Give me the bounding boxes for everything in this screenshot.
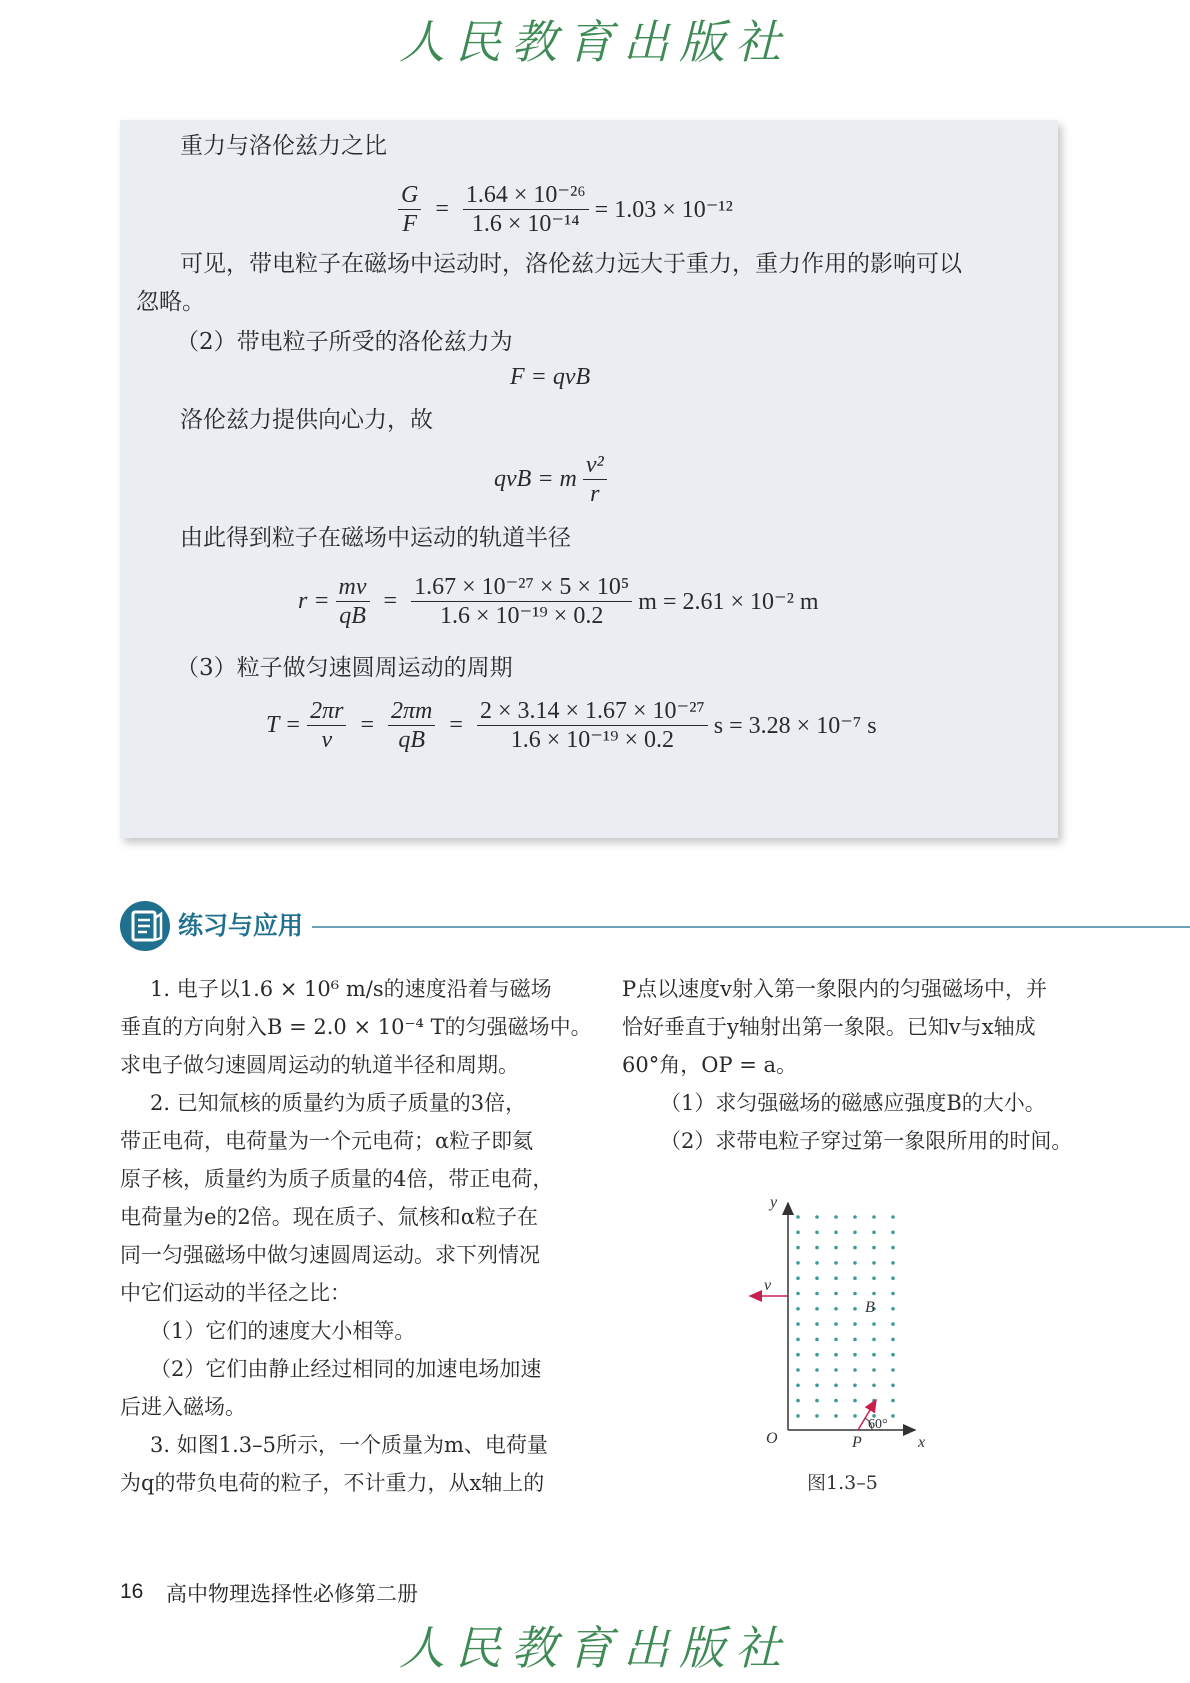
field-dot bbox=[853, 1292, 857, 1296]
field-dot bbox=[834, 1276, 838, 1280]
field-dot bbox=[891, 1414, 895, 1418]
field-dot bbox=[796, 1414, 800, 1418]
field-dot bbox=[872, 1276, 876, 1280]
fraction-radius-value: $\frac{\text{1.67 × 10⁻²⁷ × 5 × 10⁵}}{\text{1.6 × 10⁻¹⁹ × 0.2}}$ bbox=[411, 574, 632, 629]
field-dot bbox=[796, 1338, 800, 1342]
field-dot bbox=[834, 1246, 838, 1250]
field-dot bbox=[815, 1414, 819, 1418]
exercise-left-line-9: 中它们运动的半径之比： bbox=[120, 1281, 351, 1305]
page-number: 16 bbox=[120, 1580, 144, 1603]
exercise-left-line-4: 2. 已知氚核的质量约为质子质量的3倍， bbox=[150, 1091, 527, 1115]
angle-label: 60° bbox=[868, 1417, 888, 1432]
figure-caption: 图1.3–5 bbox=[807, 1472, 878, 1494]
field-dot bbox=[815, 1368, 819, 1372]
field-dot bbox=[815, 1246, 819, 1250]
field-dot bbox=[872, 1292, 876, 1296]
publisher-logo-top: 人民教育出版社 bbox=[399, 15, 791, 69]
example-part-3: （3）粒子做匀速圆周运动的周期 bbox=[176, 655, 513, 681]
field-dot bbox=[815, 1353, 819, 1357]
field-dot bbox=[891, 1292, 895, 1296]
field-dot bbox=[891, 1231, 895, 1235]
radius-result: m = 2.61 × 10⁻² m bbox=[638, 589, 819, 615]
field-dot bbox=[891, 1276, 895, 1280]
field-dot bbox=[815, 1322, 819, 1326]
x-axis-label: x bbox=[918, 1434, 926, 1450]
fraction-period-value: $\frac{\text{2 × 3.14 × 1.67 × 10⁻²⁷}}{\text{1.6 × 10⁻¹⁹ × 0.2}}$ bbox=[477, 698, 708, 753]
exercise-left-line-12: 后进入磁场。 bbox=[120, 1395, 246, 1419]
field-dot bbox=[815, 1338, 819, 1342]
field-dot bbox=[891, 1322, 895, 1326]
field-dot bbox=[834, 1338, 838, 1342]
fraction-g-over-f: $\frac{G}{F}$ bbox=[398, 182, 421, 237]
field-dot bbox=[796, 1353, 800, 1357]
field-dot bbox=[891, 1307, 895, 1311]
field-dot bbox=[834, 1307, 838, 1311]
exercise-left-line-13: 3. 如图1.3–5所示，一个质量为m、电荷量 bbox=[150, 1433, 548, 1457]
field-dot bbox=[834, 1215, 838, 1219]
exercise-left-line-7: 电荷量为e的2倍。现在质子、氚核和α粒子在 bbox=[120, 1205, 538, 1229]
y-axis-label: y bbox=[770, 1195, 778, 1211]
field-dot bbox=[891, 1215, 895, 1219]
field-dot bbox=[796, 1292, 800, 1296]
exercise-right-line-4: （1）求匀强磁场的磁感应强度B的大小。 bbox=[660, 1091, 1046, 1115]
field-dot bbox=[853, 1246, 857, 1250]
field-dot bbox=[891, 1399, 895, 1403]
fraction-2pim-over-qb: $\frac{2\pi m}{qB}$ bbox=[388, 698, 435, 753]
field-dot bbox=[796, 1307, 800, 1311]
field-dot bbox=[853, 1368, 857, 1372]
exercise-section-icon bbox=[119, 900, 171, 952]
field-dot bbox=[815, 1307, 819, 1311]
field-dot bbox=[891, 1261, 895, 1265]
field-dot bbox=[834, 1353, 838, 1357]
field-dot bbox=[853, 1261, 857, 1265]
field-dot bbox=[834, 1261, 838, 1265]
field-dot bbox=[796, 1368, 800, 1372]
fraction-v2-over-r: $\frac{\text{v²}}{r}$ bbox=[583, 452, 607, 507]
velocity-label: v bbox=[764, 1277, 772, 1294]
fraction-mv-over-qb: $\frac{mv}{qB}$ bbox=[336, 574, 370, 629]
book-title: 高中物理选择性必修第二册 bbox=[166, 1582, 418, 1606]
exercise-left-line-3: 求电子做匀速圆周运动的轨道半径和周期。 bbox=[120, 1053, 519, 1077]
exercise-left-line-8: 同一匀强磁场中做匀速圆周运动。求下列情况 bbox=[120, 1243, 540, 1267]
field-dot bbox=[872, 1384, 876, 1388]
field-dot bbox=[891, 1246, 895, 1250]
field-dot bbox=[853, 1215, 857, 1219]
field-dot bbox=[872, 1322, 876, 1326]
exercise-left-line-6: 原子核，质量约为质子质量的4倍，带正电荷， bbox=[120, 1167, 554, 1191]
exercise-left-line-1: 1. 电子以1.6 × 10⁶ m/s的速度沿着与磁场 bbox=[150, 977, 552, 1001]
field-dot bbox=[815, 1261, 819, 1265]
field-dot bbox=[853, 1399, 857, 1403]
field-dot bbox=[834, 1399, 838, 1403]
field-dot bbox=[834, 1231, 838, 1235]
field-dot bbox=[891, 1368, 895, 1372]
field-dot bbox=[834, 1368, 838, 1372]
example-line-1: 重力与洛伦兹力之比 bbox=[180, 133, 387, 159]
exercise-right-line-5: （2）求带电粒子穿过第一象限所用的时间。 bbox=[660, 1129, 1073, 1153]
field-dot bbox=[872, 1338, 876, 1342]
field-dot bbox=[796, 1276, 800, 1280]
field-dot bbox=[891, 1353, 895, 1357]
exercise-right-line-1: P点以速度v射入第一象限内的匀强磁场中，并 bbox=[622, 977, 1047, 1001]
field-dot bbox=[853, 1338, 857, 1342]
equation-radius: r = $\frac{mv}{qB}$ = $\frac{\text{1.67 × 10⁻²⁷ × 5 × 10⁵}}{\text{1.6 × 10⁻¹⁹ × 0.2}}$ m = 2.61 × 10⁻² m bbox=[298, 574, 819, 629]
field-dot bbox=[853, 1231, 857, 1235]
point-p-label: P bbox=[852, 1434, 862, 1450]
section-title: 练习与应用 bbox=[178, 911, 304, 940]
field-dot bbox=[853, 1384, 857, 1388]
field-dot bbox=[872, 1353, 876, 1357]
field-dot bbox=[834, 1384, 838, 1388]
equation-centripetal: qvB = m $\frac{\text{v²}}{r}$ bbox=[494, 452, 613, 507]
exercise-left-line-14: 为q的带负电荷的粒子，不计重力，从x轴上的 bbox=[120, 1471, 545, 1495]
example-part-2: （2）带电粒子所受的洛伦兹力为 bbox=[176, 329, 513, 355]
example-paragraph-1b: 忽略。 bbox=[136, 289, 205, 315]
field-b-label: B bbox=[865, 1299, 875, 1316]
section-divider bbox=[312, 926, 1190, 928]
field-dot bbox=[853, 1414, 857, 1418]
equation-lorentz-force: F = qvB bbox=[510, 364, 591, 390]
exercise-right-line-2: 恰好垂直于y轴射出第一象限。已知v与x轴成 bbox=[622, 1015, 1036, 1039]
field-dot bbox=[891, 1338, 895, 1342]
field-dot bbox=[796, 1215, 800, 1219]
fraction-2pir-over-v: $\frac{2\pi r}{v}$ bbox=[307, 698, 346, 753]
field-dot bbox=[796, 1246, 800, 1250]
field-dot bbox=[834, 1414, 838, 1418]
figure-magnetic-field-diagram bbox=[740, 1195, 960, 1450]
field-dot bbox=[853, 1307, 857, 1311]
field-dot bbox=[815, 1384, 819, 1388]
field-dot bbox=[796, 1384, 800, 1388]
field-dot bbox=[834, 1322, 838, 1326]
field-dot bbox=[872, 1246, 876, 1250]
field-dot bbox=[834, 1292, 838, 1296]
field-dot bbox=[872, 1261, 876, 1265]
fraction-ratio-value: $\frac{\text{1.64 × 10⁻²⁶}}{\text{1.6 × 10⁻¹⁴}}$ bbox=[463, 182, 589, 237]
exercise-left-line-10: （1）它们的速度大小相等。 bbox=[150, 1319, 416, 1343]
origin-label: O bbox=[766, 1430, 778, 1447]
publisher-logo-bottom: 人民教育出版社 bbox=[399, 1621, 791, 1675]
field-dot bbox=[853, 1276, 857, 1280]
equation-result: = 1.03 × 10⁻¹² bbox=[594, 197, 733, 223]
field-dot bbox=[815, 1399, 819, 1403]
field-dot bbox=[872, 1368, 876, 1372]
exercise-left-line-11: （2）它们由静止经过相同的加速电场加速 bbox=[150, 1357, 542, 1381]
equation-gravity-ratio: $\frac{G}{F}$ = $\frac{\text{1.64 × 10⁻²⁶}}{\text{1.6 × 10⁻¹⁴}}$ = 1.03 × 10⁻¹² bbox=[392, 182, 733, 237]
field-dot bbox=[796, 1322, 800, 1326]
field-dot bbox=[815, 1231, 819, 1235]
field-dot bbox=[872, 1215, 876, 1219]
magnetic-field-dots bbox=[796, 1215, 895, 1418]
example-line-4: 由此得到粒子在磁场中运动的轨道半径 bbox=[180, 525, 571, 551]
field-dot bbox=[872, 1231, 876, 1235]
field-dot bbox=[796, 1261, 800, 1265]
field-dot bbox=[796, 1399, 800, 1403]
period-result: s = 3.28 × 10⁻⁷ s bbox=[713, 713, 877, 739]
field-dot bbox=[815, 1276, 819, 1280]
example-paragraph-1a: 可见，带电粒子在磁场中运动时，洛伦兹力远大于重力，重力作用的影响可以 bbox=[180, 251, 962, 277]
equation-period: T = $\frac{2\pi r}{v}$ = $\frac{2\pi m}{qB}$ = $\frac{\text{2 × 3.14 × 1.67 × 10⁻²⁷}}{\text{1.6 × 10⁻¹⁹ × 0.2}}$ s = 3.28 × 10⁻⁷ s bbox=[266, 698, 877, 753]
field-dot bbox=[815, 1215, 819, 1219]
exercise-right-line-3: 60°角，OP = a。 bbox=[622, 1053, 798, 1077]
exercise-left-line-2: 垂直的方向射入B = 2.0 × 10⁻⁴ T的匀强磁场中。 bbox=[120, 1015, 592, 1039]
example-line-3: 洛伦兹力提供向心力，故 bbox=[180, 407, 433, 433]
exercise-left-line-5: 带正电荷，电荷量为一个元电荷；α粒子即氦 bbox=[120, 1129, 534, 1153]
field-dot bbox=[853, 1353, 857, 1357]
field-dot bbox=[891, 1384, 895, 1388]
field-dot bbox=[796, 1231, 800, 1235]
field-dot bbox=[815, 1292, 819, 1296]
field-dot bbox=[853, 1322, 857, 1326]
